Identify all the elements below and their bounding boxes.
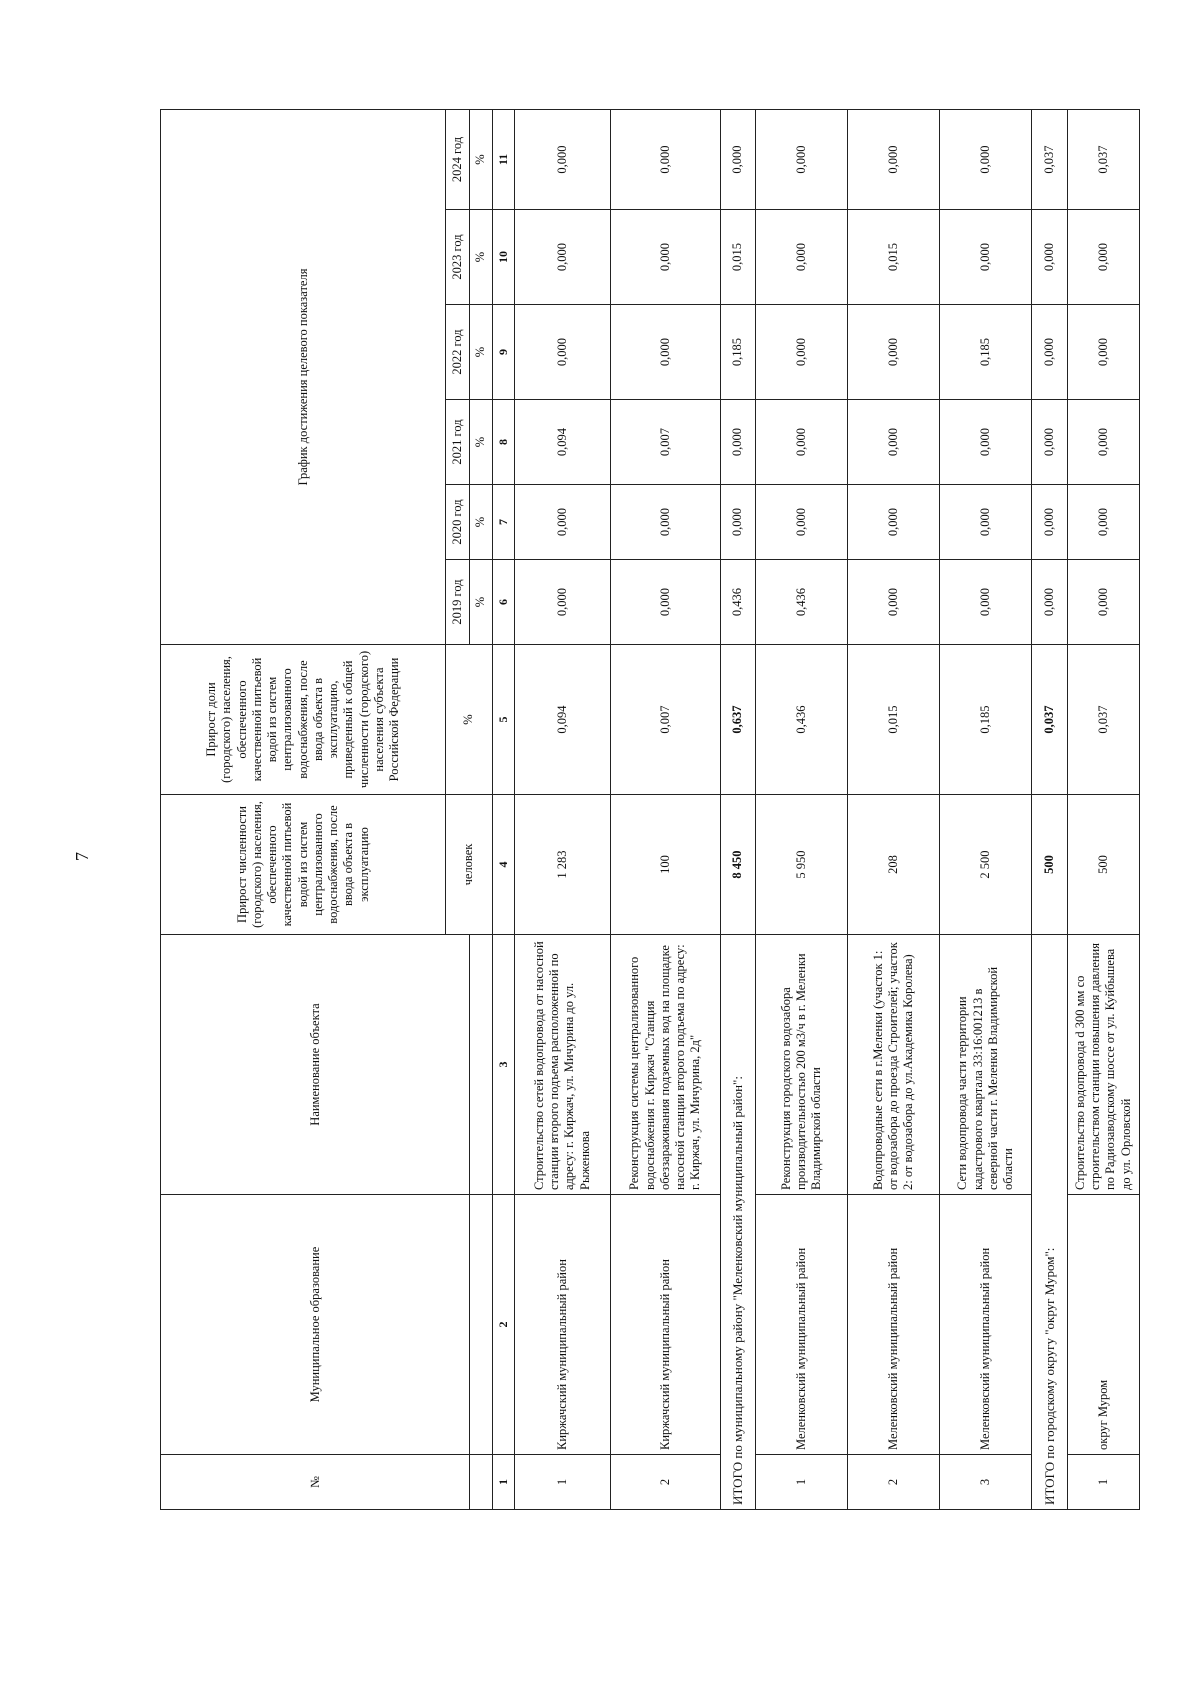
year-value: 0,000 — [1067, 305, 1140, 400]
object-name: Строительство водопровода d 300 мм со строительством станции повышения давления по Радиозаводскому шоссе от ул. Куйбышева до ул. Орловской — [1067, 935, 1140, 1195]
header-row — [161, 110, 446, 1510]
header-municipality: Муниципальное образование — [161, 1195, 470, 1455]
year-value: 0,000 — [755, 110, 847, 210]
total-people: 500 — [1032, 795, 1067, 935]
column-number: 6 — [492, 560, 514, 645]
year-value: 0,000 — [611, 110, 721, 210]
row-number: 1 — [1067, 1455, 1140, 1510]
share-growth: 0,007 — [611, 645, 721, 795]
year-value: 0,000 — [611, 485, 721, 560]
people-growth: 5 950 — [755, 795, 847, 935]
year-value: 0,000 — [755, 305, 847, 400]
year-value: 0,015 — [720, 210, 755, 305]
year-value: 0,000 — [611, 210, 721, 305]
year-value: 0,000 — [1032, 400, 1067, 485]
column-number: 4 — [492, 795, 514, 935]
year-value: 0,000 — [514, 110, 611, 210]
year-value: 0,000 — [940, 210, 1032, 305]
object-name: Реконструкция городского водозабора производительностью 200 м3/ч в г. Меленки Владимирской области — [755, 935, 847, 1195]
unit-percent: % — [470, 210, 492, 305]
row-number: 2 — [848, 1455, 940, 1510]
object-name: Сети водопровода части территории кадастрового квартала 33:16:001213 в северной части г. Меленки Владимирской области — [940, 935, 1032, 1195]
year-value: 0,094 — [514, 400, 611, 485]
year-value: 0,000 — [848, 110, 940, 210]
year-value: 0,015 — [848, 210, 940, 305]
header-empty — [470, 1195, 492, 1455]
share-growth: 0,436 — [755, 645, 847, 795]
year-value: 0,000 — [848, 560, 940, 645]
year-value: 0,000 — [940, 485, 1032, 560]
object-name: Реконструкция системы централизованного водоснабжения г. Киржач "Станция обеззараживания подземных вод на площадке насосной станции второго подъема по адресу: г. Киржач, ул. Мичурина, 2д" — [611, 935, 721, 1195]
header-schedule: График достижения целевого показателя — [161, 110, 446, 645]
header-object-name: Наименование объекта — [161, 935, 470, 1195]
year-value: 0,000 — [1032, 210, 1067, 305]
year-value: 0,000 — [1032, 485, 1067, 560]
year-2020: 2020 год — [446, 485, 470, 560]
object-name: Водопроводные сети в г.Меленки (участок 1: от водозабора до проезда Строителей; участок 2: от водозабора до ул.Академика Королева) — [848, 935, 940, 1195]
page-number: 7 — [72, 852, 92, 861]
municipality-name: Меленковский муниципальный район — [940, 1195, 1032, 1455]
column-number: 7 — [492, 485, 514, 560]
table-row — [755, 110, 847, 1510]
year-value: 0,000 — [940, 400, 1032, 485]
year-value: 0,000 — [611, 560, 721, 645]
column-number: 8 — [492, 400, 514, 485]
year-value: 0,000 — [611, 305, 721, 400]
year-value: 0,000 — [1067, 485, 1140, 560]
row-number: 2 — [611, 1455, 721, 1510]
year-value: 0,000 — [940, 110, 1032, 210]
municipality-name: округ Муром — [1067, 1195, 1140, 1455]
year-value: 0,000 — [1032, 560, 1067, 645]
column-number: 1 — [492, 1455, 514, 1510]
row-number: 1 — [514, 1455, 611, 1510]
year-value: 0,436 — [755, 560, 847, 645]
year-value: 0,000 — [514, 305, 611, 400]
people-growth: 500 — [1067, 795, 1140, 935]
row-number: 1 — [755, 1455, 847, 1510]
year-value: 0,000 — [1032, 305, 1067, 400]
year-value: 0,185 — [720, 305, 755, 400]
municipality-name: Меленковский муниципальный район — [755, 1195, 847, 1455]
people-growth: 208 — [848, 795, 940, 935]
column-number: 5 — [492, 645, 514, 795]
unit-percent: % — [446, 645, 492, 795]
header-population-growth: Прирост численности (городского) населения, обеспеченного качественной питьевой водой из систем централизованного водоснабжения, после ввода объекта в эксплуатацию — [161, 795, 446, 935]
people-growth: 2 500 — [940, 795, 1032, 935]
target-indicator-table — [160, 109, 1140, 1510]
year-2023: 2023 год — [446, 210, 470, 305]
column-number: 9 — [492, 305, 514, 400]
column-number-row — [492, 110, 514, 1510]
unit-percent: % — [470, 110, 492, 210]
total-people: 8 450 — [720, 795, 755, 935]
total-row — [720, 110, 755, 1510]
unit-people: человек — [446, 795, 492, 935]
year-value: 0,000 — [514, 210, 611, 305]
table-row — [1067, 110, 1140, 1510]
column-number: 10 — [492, 210, 514, 305]
table-body — [161, 110, 1140, 1510]
unit-percent: % — [470, 560, 492, 645]
year-value: 0,037 — [1032, 110, 1067, 210]
year-value: 0,000 — [1067, 560, 1140, 645]
total-row — [1032, 110, 1067, 1510]
header-empty — [470, 1455, 492, 1510]
total-share: 0,037 — [1032, 645, 1067, 795]
share-growth: 0,037 — [1067, 645, 1140, 795]
unit-percent: % — [470, 485, 492, 560]
table-row — [611, 110, 721, 1510]
people-growth: 1 283 — [514, 795, 611, 935]
table-row — [848, 110, 940, 1510]
row-number: 3 — [940, 1455, 1032, 1510]
year-value: 0,436 — [720, 560, 755, 645]
table-row — [940, 110, 1032, 1510]
year-2022: 2022 год — [446, 305, 470, 400]
year-value: 0,000 — [1067, 400, 1140, 485]
year-value: 0,000 — [940, 560, 1032, 645]
year-2019: 2019 год — [446, 560, 470, 645]
share-growth: 0,015 — [848, 645, 940, 795]
year-2024: 2024 год — [446, 110, 470, 210]
year-value: 0,000 — [755, 400, 847, 485]
year-value: 0,000 — [1067, 210, 1140, 305]
year-value: 0,000 — [720, 110, 755, 210]
column-number: 3 — [492, 935, 514, 1195]
year-value: 0,000 — [755, 210, 847, 305]
share-growth: 0,094 — [514, 645, 611, 795]
year-value: 0,037 — [1067, 110, 1140, 210]
total-share: 0,637 — [720, 645, 755, 795]
header-share-growth: Прирост доли (городского) населения, обеспеченного качественной питьевой водой из систем централизованного водоснабжения, после ввода объекта в эксплуатацию, приведенный к общей численности (городского) населения субъекта Российской Федерации — [161, 645, 446, 795]
municipality-name: Киржачский муниципальный район — [611, 1195, 721, 1455]
rotated-table-sheet — [160, 110, 1140, 1510]
column-number: 11 — [492, 110, 514, 210]
year-value: 0,000 — [720, 400, 755, 485]
header-empty — [470, 935, 492, 1195]
unit-percent: % — [470, 400, 492, 485]
year-value: 0,000 — [848, 400, 940, 485]
year-2021: 2021 год — [446, 400, 470, 485]
year-value: 0,000 — [848, 485, 940, 560]
total-label: ИТОГО по муниципальному району "Меленковский муниципальный район": — [720, 935, 755, 1510]
people-growth: 100 — [611, 795, 721, 935]
unit-percent: % — [470, 305, 492, 400]
year-value: 0,000 — [720, 485, 755, 560]
share-growth: 0,185 — [940, 645, 1032, 795]
column-number: 2 — [492, 1195, 514, 1455]
municipality-name: Киржачский муниципальный район — [514, 1195, 611, 1455]
total-label: ИТОГО по городскому округу "округ Муром": — [1032, 935, 1067, 1510]
year-value: 0,000 — [755, 485, 847, 560]
year-value: 0,007 — [611, 400, 721, 485]
table-row — [514, 110, 611, 1510]
header-number: № — [161, 1455, 470, 1510]
year-value: 0,185 — [940, 305, 1032, 400]
object-name: Строительство сетей водопровода от насосной станции второго подъема расположенной по адресу: г. Киржач, ул. Мичурина до ул. Рыженкова — [514, 935, 611, 1195]
year-value: 0,000 — [514, 485, 611, 560]
year-value: 0,000 — [848, 305, 940, 400]
year-value: 0,000 — [514, 560, 611, 645]
municipality-name: Меленковский муниципальный район — [848, 1195, 940, 1455]
